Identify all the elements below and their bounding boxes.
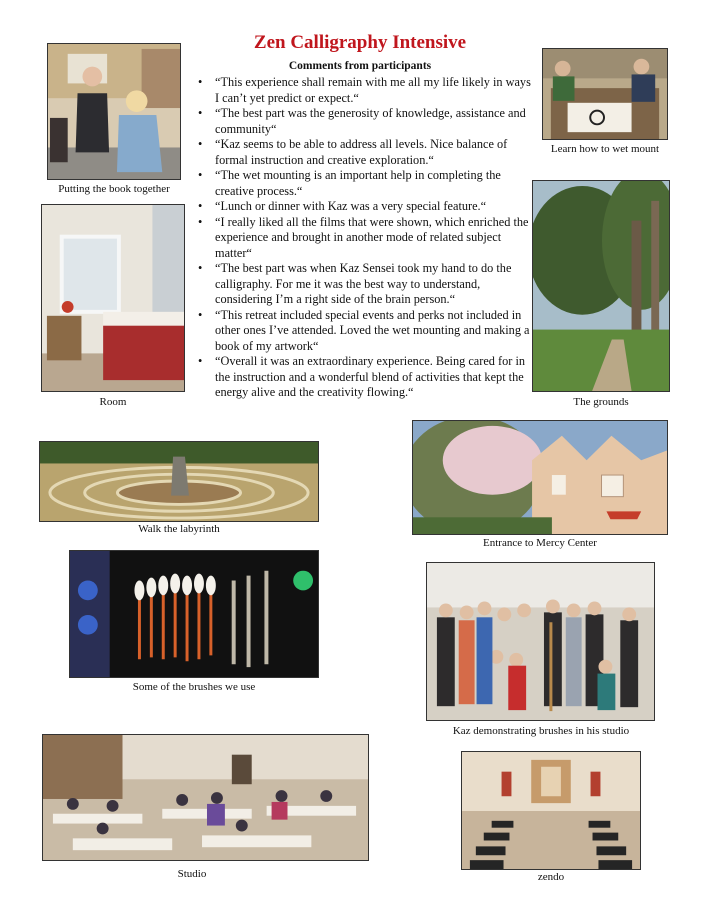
caption-brushes: Some of the brushes we use — [132, 681, 256, 693]
caption-wet-mount: Learn how to wet mount — [550, 143, 660, 155]
caption-group: Kaz demonstrating brushes in his studio — [452, 725, 630, 737]
page-title: Zen Calligraphy Intensive — [253, 32, 467, 53]
comment-item: • “Kaz seems to be able to address all levels. Nice balance of formal instruction and creative exploration.“ — [196, 137, 532, 168]
comments-heading: Comments from participants — [288, 60, 432, 72]
caption-grounds: The grounds — [573, 396, 629, 408]
comment-item: • “The best part was the generosity of knowledge, assistance and community“ — [196, 106, 532, 137]
photo-labyrinth — [39, 441, 319, 522]
photo-wet-mount — [542, 48, 668, 140]
photo-zendo — [461, 751, 641, 870]
comment-item: • “This retreat included special events and perks not included in other ones I’ve attended. Loved the wet mounting and making a book of my artwork“ — [196, 308, 532, 355]
caption-studio: Studio — [177, 868, 207, 880]
photo-grounds — [532, 180, 670, 392]
photo-group — [426, 562, 655, 721]
photo-studio — [42, 734, 369, 861]
caption-entrance: Entrance to Mercy Center — [483, 537, 597, 549]
photo-book-together — [47, 43, 181, 180]
comment-item: • “The best part was when Kaz Sensei took my hand to do the calligraphy. For me it was the best way to understand, considering I’m a right side of the brain person.“ — [196, 261, 532, 308]
photo-brushes — [69, 550, 319, 678]
photo-room — [41, 204, 185, 392]
caption-zendo: zendo — [537, 871, 565, 883]
comment-item: • “This experience shall remain with me all my life likely in ways I can’t yet predict or expect.“ — [196, 75, 532, 106]
comment-item: • “Lunch or dinner with Kaz was a very special feature.“ — [196, 199, 532, 215]
caption-room: Room — [99, 396, 127, 408]
comment-item: • “Overall it was an extraordinary experience. Being cared for in the instruction and a wonderful blend of activities that kept the energy alive and the creativity flowing.“ — [196, 354, 532, 401]
comment-item: • “The wet mounting is an important help in completing the creative process.“ — [196, 168, 532, 199]
comments-list — [196, 75, 532, 401]
caption-book-together: Putting the book together — [58, 183, 170, 195]
comment-item: • “I really liked all the films that were shown, which enriched the experience and brought in another mode of related subject matter“ — [196, 215, 532, 262]
caption-labyrinth: Walk the labyrinth — [138, 523, 220, 535]
photo-entrance — [412, 420, 668, 535]
